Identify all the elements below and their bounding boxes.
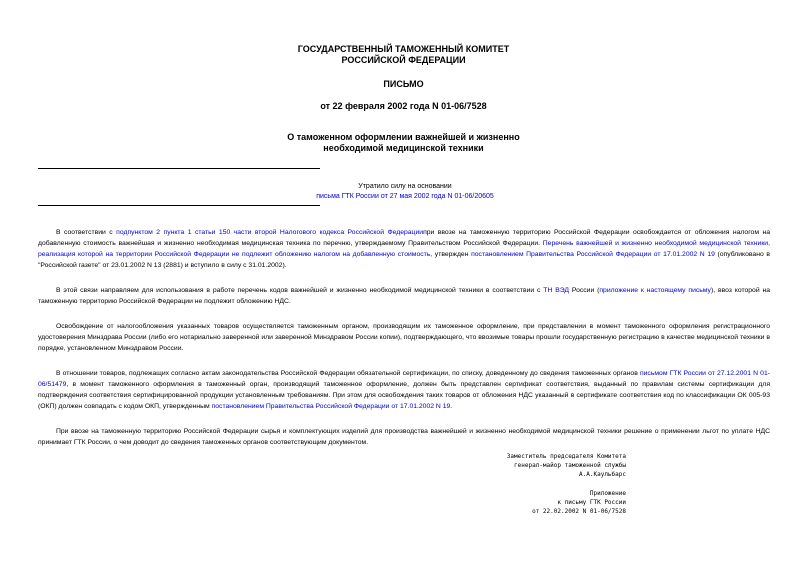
org-line-2: РОССИЙСКОЙ ФЕДЕРАЦИИ <box>341 55 466 65</box>
paragraph-2-text-c: ), ввоз которой на таможенную территорию Российской Федерации не подлежит обложению НДС. <box>38 287 771 305</box>
status-line: Утратило силу на основании <box>358 183 452 190</box>
divider-top <box>38 168 320 169</box>
document-title <box>0 132 807 154</box>
medical-equipment-list-link[interactable]: Перечень важнейшей и жизненно необходимой медицинской техники, реализация которой на территории Российской Федерации не подлежит обложению налогом на добавленную стоимость <box>38 240 770 258</box>
paragraph-2-text-a: В этой связи направляем для использования в работе перечень кодов важнейшей и жизненно необходимой медицинской техники в соответствии с <box>56 287 544 294</box>
status-link[interactable]: письма ГТК России от 27 мая 2002 года N 01-06/20605 <box>316 193 494 200</box>
gtk-letter-link[interactable]: письмом ГТК России от 27.12.2001 N 01-06/51479 <box>38 370 770 388</box>
paragraph-1-text-d: (опубликовано в "Российской газете" от 23.01.2002 N 13 (2881) и вступило в силу с 31.01.2002). <box>38 251 770 269</box>
title-line-1: О таможенном оформлении важнейшей и жизненно <box>287 132 520 142</box>
document-date: от 22 февраля 2002 года N 01-06/7528 <box>320 101 487 111</box>
paragraph-4-text-a: В отношении товаров, подлежащих согласно актам законодательства Российской Федерации обязательной сертификации, по списку, доведенному до сведения таможенных органов <box>56 370 640 377</box>
government-decree-link-2[interactable]: постановлением Правительства Российской Федерации от 17.01.2002 N 19 <box>211 403 451 410</box>
signature-block <box>420 452 626 479</box>
appendix-line-1: Приложение <box>589 490 626 497</box>
issuing-organization <box>0 44 807 66</box>
divider-bottom <box>38 205 320 206</box>
paragraph-1 <box>38 227 770 271</box>
signature-rank: генерал-майор таможенной службы <box>514 462 626 469</box>
paragraph-1-text-b: при ввозе на таможенную территорию Российской Федерации освобождается от обложения налогом на добавленную стоимость важнейшая и жизненно необходимая медицинская техника по перечню, утверждаемому Правительством Российской Федерации. <box>38 229 770 247</box>
appendix-link[interactable]: приложение к настоящему письму <box>599 287 711 294</box>
paragraph-4-text-b: , в момент таможенного оформления в таможенный орган, производящий таможенное оформление, должен быть представлен сертификат соответствия, выданный по правилам системы сертификации для подтверждения соответствия сертифицированной продукции установленным требованиям. При этом для освобождения таких товаров от обложения НДС указанный в сертификате соответствия код по классификации ОК 005-93 (ОКП) должен совпадать с кодом ОКП, утвержденным <box>38 381 770 410</box>
org-line-1: ГОСУДАРСТВЕННЫЙ ТАМОЖЕННЫЙ КОМИТЕТ <box>297 44 510 54</box>
paragraph-1-text-c: , утвержден <box>430 251 472 258</box>
signature-position: Заместитель председателя Комитета <box>506 453 626 460</box>
paragraph-5: При ввозе на таможенную территорию Российской Федерации сырья и комплектующих изделий для производства важнейшей и жизненно необходимой медицинской техники решение о применении льгот по уплате НДС принимает ГТК России, о чем доводит до сведения таможенных органов соответствующим документом. <box>38 428 770 446</box>
paragraph-2-text-b: России ( <box>569 287 600 294</box>
paragraph-2 <box>38 285 770 307</box>
paragraph-3: Освобождение от налогообложения указанных товаров осуществляется таможенным органом, производящим их таможенное оформление, при представлении в момент таможенного оформления регистрационного удостоверения Минздрава России (либо его нотариально заверенной или заверенной Минздравом России копии), подтверждающего, что ввозимые товары прошли государственную регистрацию в качестве медицинской техники в порядке, установленном Минздравом России. <box>38 323 770 352</box>
letter-body <box>38 227 770 448</box>
paragraph-4 <box>38 368 770 412</box>
signature-name: А.А.Каульбарс <box>579 471 626 478</box>
paragraph-4-text-c: . <box>450 403 453 410</box>
appendix-reference <box>420 489 626 516</box>
appendix-line-2: к письму ГТК России <box>557 499 626 506</box>
government-decree-link[interactable]: постановлением Правительства Российской Федерации от 17.01.2002 N 19 <box>471 251 715 258</box>
paragraph-1-text-a: В соответствии с <box>56 229 117 236</box>
appendix-line-3: от 22.02.2002 N 01-06/7528 <box>532 508 626 515</box>
status-note <box>215 182 595 202</box>
tn-ved-link[interactable]: ТН ВЭД <box>543 287 569 294</box>
document-kind: ПИСЬМО <box>383 79 424 89</box>
tax-code-link[interactable]: подпунктом 2 пункта 1 статьи 150 части второй Налогового кодекса Российской Федерации <box>116 229 424 236</box>
title-line-2: необходимой медицинской техники <box>323 143 484 153</box>
